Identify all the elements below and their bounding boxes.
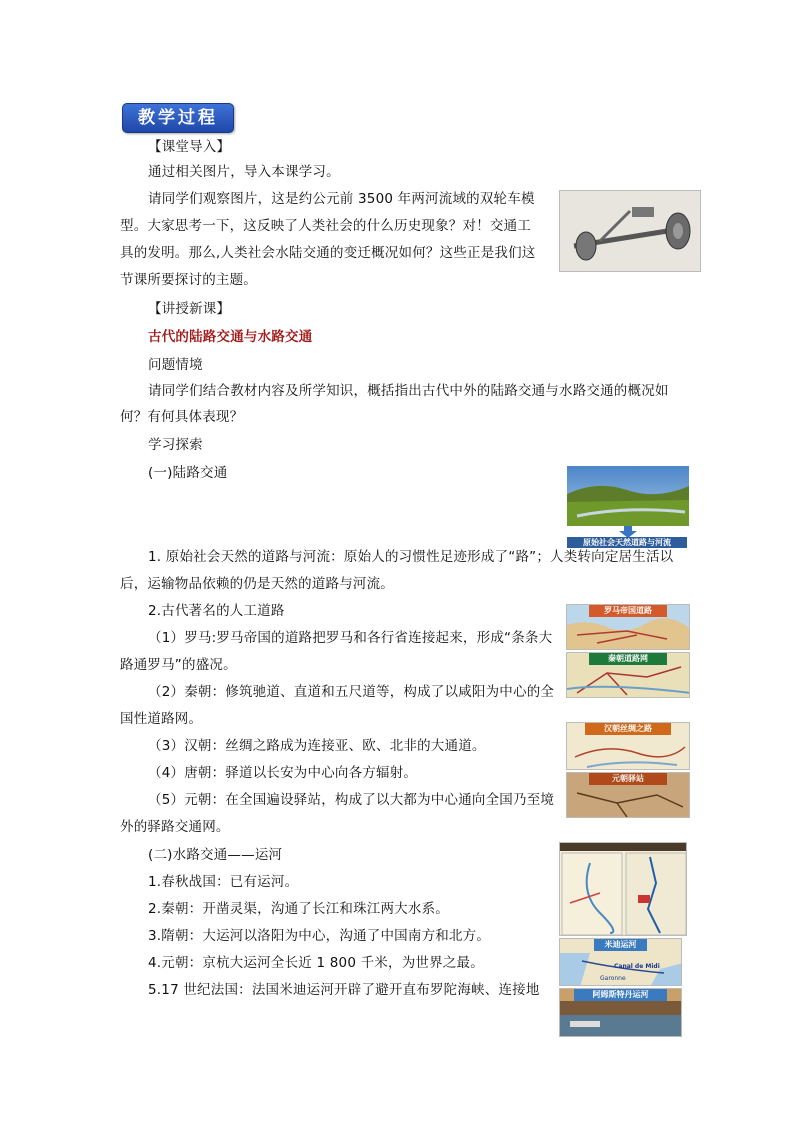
water-item-2: 2.秦朝：开凿灵渠，沟通了长江和珠江两大水系。 (148, 901, 449, 917)
canal-maps (559, 842, 687, 936)
intro-p2-line2: 型。大家思考一下，这反映了人类社会的什么历史现象？对！交通工 (120, 218, 531, 234)
intro-p2-line4: 节课所要探讨的主题。 (120, 272, 257, 288)
rome-map-caption: 罗马帝国道路 (589, 605, 667, 617)
land-p2: 2.古代著名的人工道路 (148, 603, 285, 619)
land-heading: (一)陆路交通 (148, 465, 228, 481)
rome-line1: （1）罗马:罗马帝国的道路把罗马和各行省连接起来，形成“条条大 (148, 630, 553, 646)
water-item-4: 4.元朝：京杭大运河全长近 1 800 千米，为世界之最。 (148, 955, 484, 971)
land-p1-line2: 后，运输物品依赖的仍是天然的道路与河流。 (120, 576, 394, 592)
water-item-3: 3.隋朝：大运河以洛阳为中心，沟通了中国南方和北方。 (148, 928, 491, 944)
water-item-1: 1.春秋战国：已有运河。 (148, 874, 299, 890)
han-map-caption: 汉朝丝绸之路 (585, 723, 671, 735)
problem-label: 问题情境 (148, 357, 203, 373)
midi-label-garonne: Garonne (600, 975, 626, 982)
qin-line1: （2）秦朝：修筑驰道、直道和五尺道等，构成了以咸阳为中心的全 (148, 684, 555, 700)
midi-label-canal: Canal de Midi (614, 963, 660, 970)
midi-map-caption: 米迪运河 (594, 939, 647, 951)
rome-line2: 路通罗马”的盛况。 (120, 657, 237, 673)
explore-label: 学习探索 (148, 437, 203, 453)
water-item-5: 5.17 世纪法国：法国米迪运河开辟了避开直布罗陀海峡、连接地 (148, 982, 540, 998)
question-line2: 何？有何具体表现？ (120, 409, 244, 425)
question-line1: 请同学们结合教材内容及所学知识，概括指出古代中外的陆路交通与水路交通的概况如 (148, 383, 669, 399)
intro-heading: 【课堂导入】 (148, 139, 231, 155)
han-silk-road-map (566, 722, 690, 770)
amsterdam-canal-photo (559, 988, 682, 1037)
rome-road-map (566, 604, 690, 650)
qin-road-map (566, 652, 690, 698)
yuan-map-caption: 元朝驿站 (589, 773, 667, 785)
han-line: （3）汉朝：丝绸之路成为连接亚、欧、北非的大通道。 (148, 738, 486, 754)
intro-p2-line3: 具的发明。那么,人类社会水陆交通的变迁概况如何？这些正是我们这 (120, 245, 536, 261)
grassland-photo (567, 466, 689, 526)
intro-p2-line1: 请同学们观察图片，这是约公元前 3500 年两河流域的双轮车模 (148, 191, 535, 207)
midi-canal-map (559, 938, 682, 986)
qin-line2: 国性道路网。 (120, 711, 203, 727)
section-banner: 教学过程 (122, 103, 234, 133)
topic-title: 古代的陆路交通与水路交通 (148, 329, 313, 345)
tang-line: （4）唐朝：驿道以长安为中心向各方辐射。 (148, 765, 418, 781)
chariot-model-photo (559, 190, 701, 272)
intro-p1: 通过相关图片，导入本课学习。 (148, 164, 340, 180)
lesson-heading: 【讲授新课】 (148, 301, 231, 317)
land-p1-line1: 1. 原始社会天然的道路与河流：原始人的习惯性足迹形成了“路”；人类转向定居生活以 (148, 549, 674, 565)
qin-map-caption: 秦朝道路网 (589, 653, 667, 665)
grassland-caption: 原始社会天然道路与河流 (567, 537, 687, 548)
yuan-station-map (566, 772, 690, 818)
amsterdam-caption: 阿姆斯特丹运河 (574, 989, 667, 1001)
yuan-line2: 外的驿路交通网。 (120, 819, 230, 835)
yuan-line1: （5）元朝：在全国遍设驿站，构成了以大都为中心通向全国乃至境 (148, 792, 555, 808)
water-heading: (二)水路交通——运河 (148, 847, 283, 863)
